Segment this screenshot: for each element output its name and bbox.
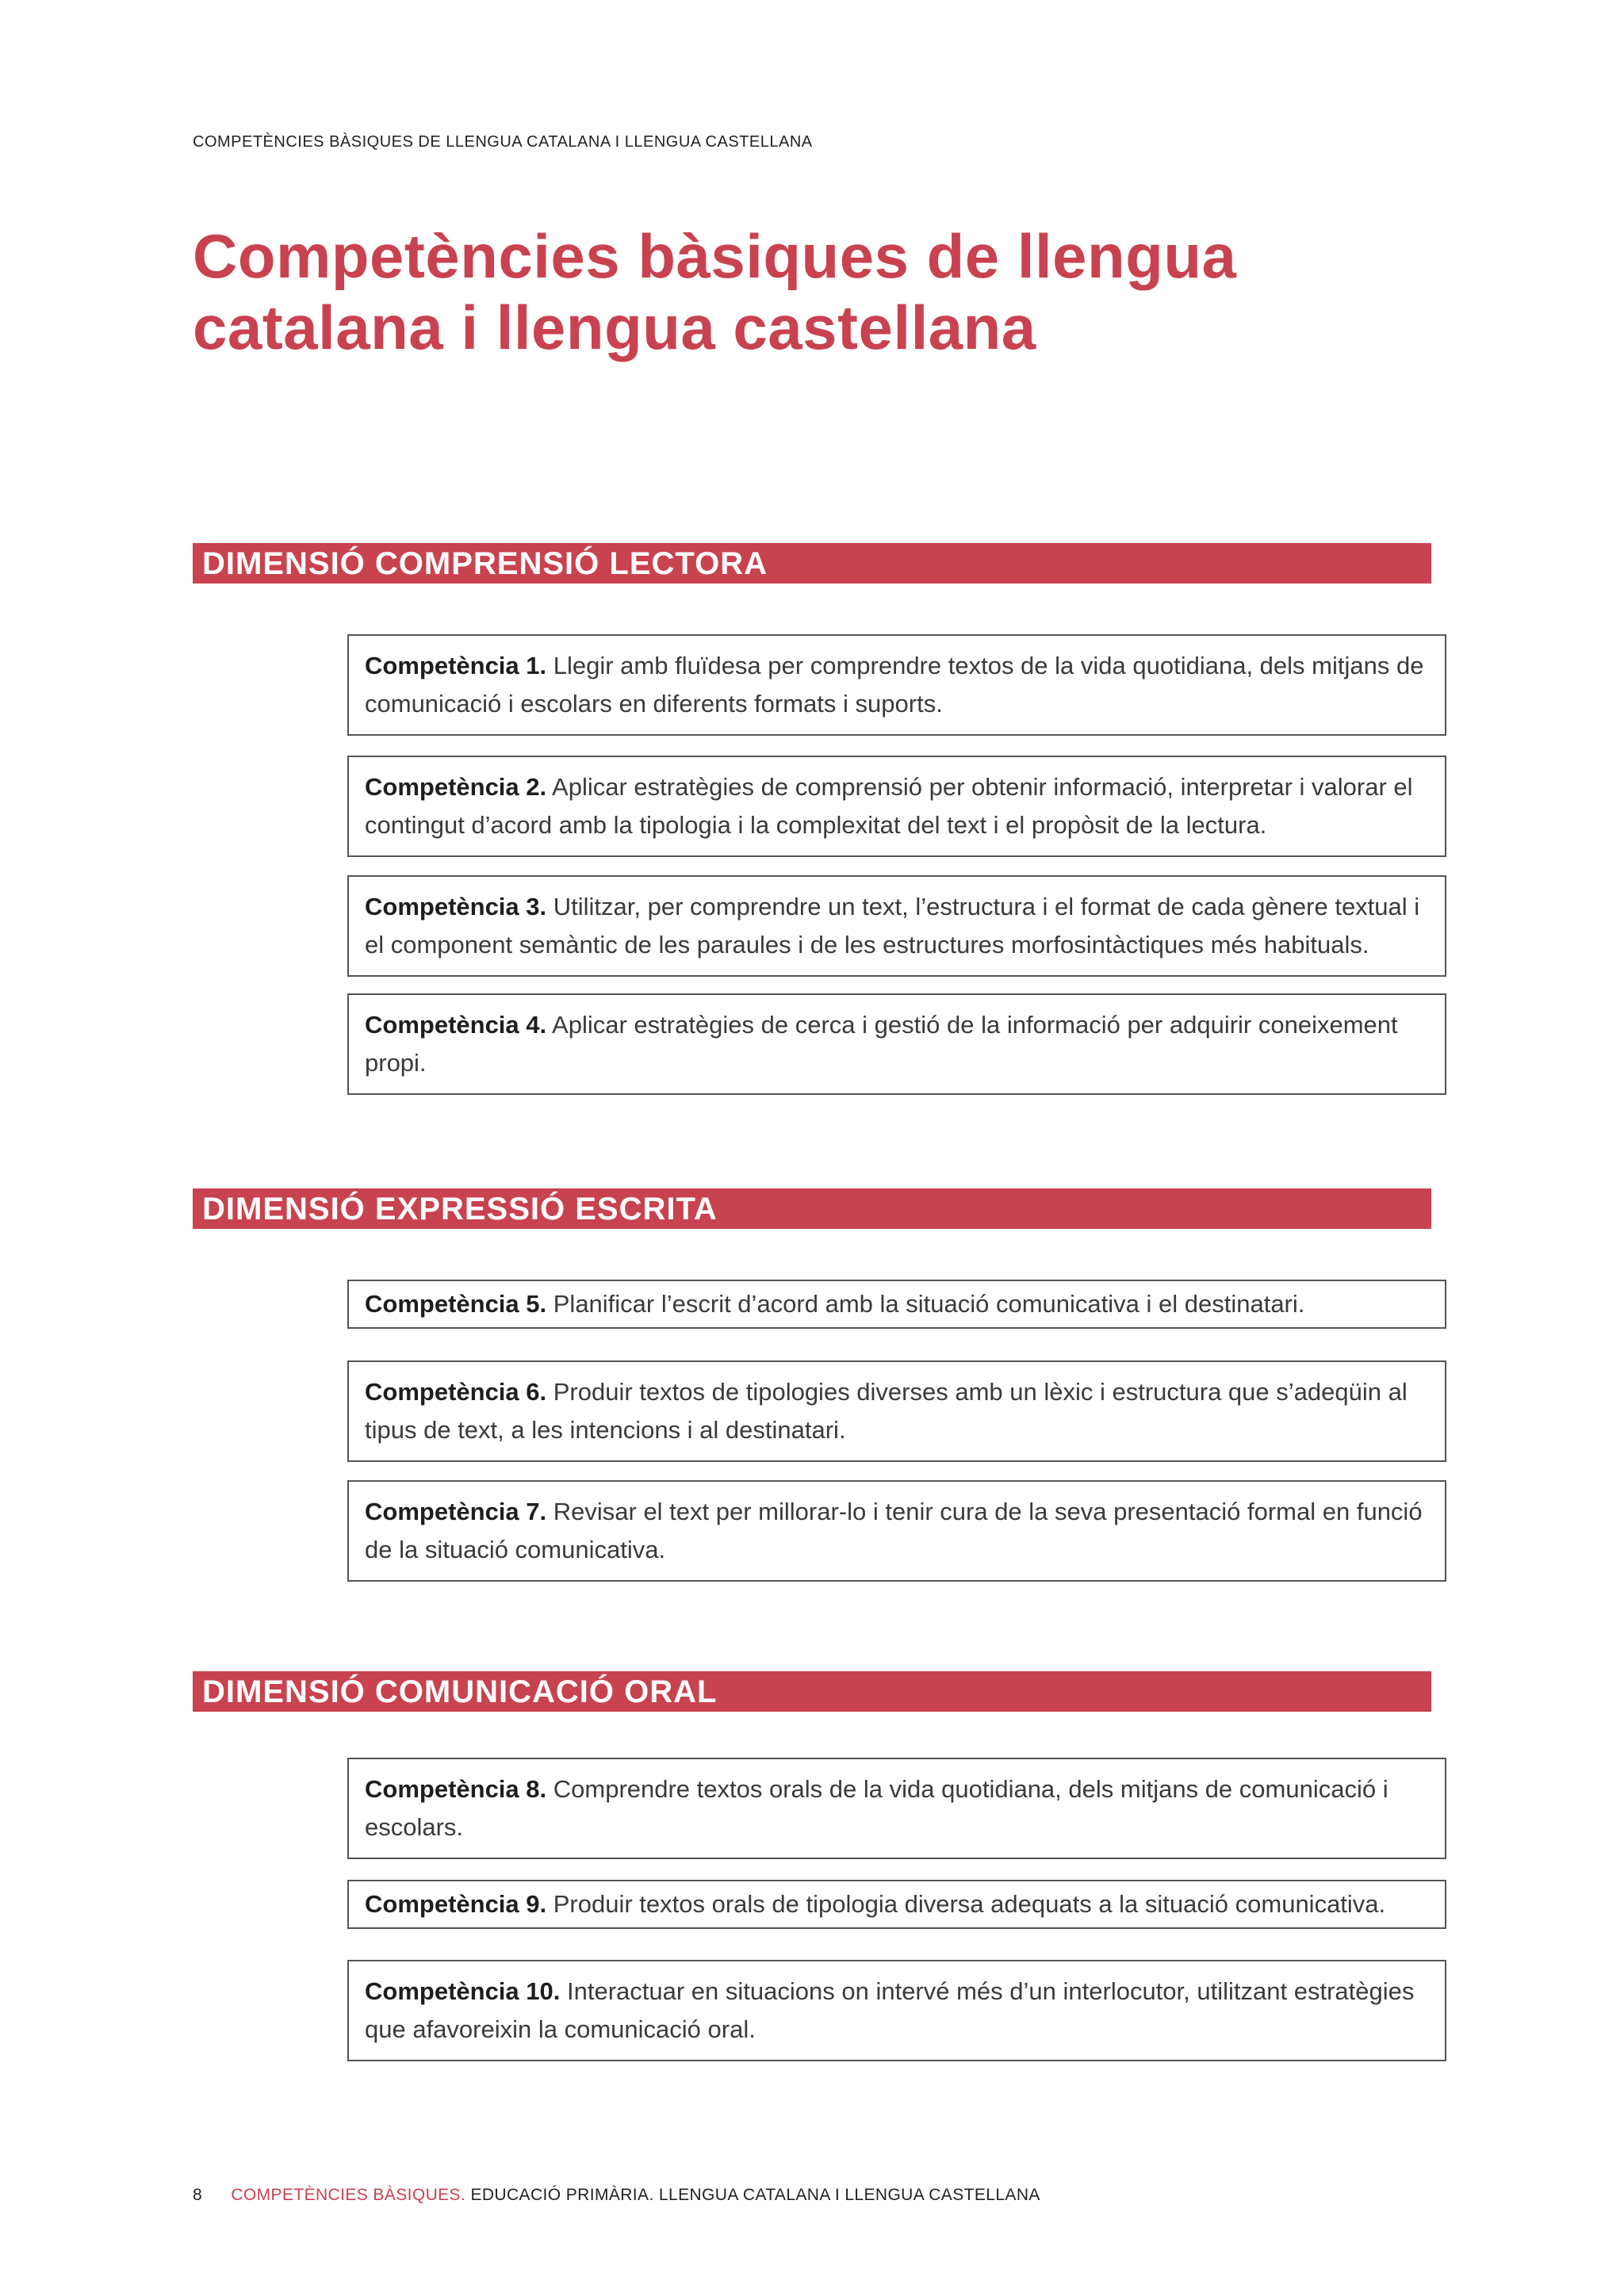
competencia-text: Utilitzar, per comprendre un text, l’estructura i el format de cada gènere textual i el component semàntic de les paraules i de les estructures morfosintàctiques més habituals. bbox=[365, 893, 1420, 959]
competencia-text: Interactuar en situacions on intervé més d’un interlocutor, utilitzant estratègies que afavoreixin la comunicació oral. bbox=[365, 1977, 1415, 2043]
competencia-text: Llegir amb fluïdesa per comprendre textos de la vida quotidiana, dels mitjans de comunicació i escolars en diferents formats i suports. bbox=[365, 652, 1424, 718]
footer-accent-text: COMPETÈNCIES BÀSIQUES. bbox=[231, 2186, 466, 2204]
competencia-box-6 bbox=[347, 1360, 1446, 1462]
section-heading-expressio-escrita bbox=[193, 1188, 1431, 1229]
competencia-label: Competència 3. bbox=[365, 893, 547, 920]
competencia-box-10 bbox=[347, 1960, 1446, 2061]
competencia-label: Competència 10. bbox=[365, 1977, 561, 2005]
page-title-line-2: catalana i llengua castellana bbox=[193, 293, 1036, 362]
page-title bbox=[193, 220, 1236, 363]
competencia-label: Competència 2. bbox=[365, 773, 547, 801]
competencia-box-7 bbox=[347, 1480, 1446, 1582]
footer-text: EDUCACIÓ PRIMÀRIA. LLENGUA CATALANA I LLENGUA CASTELLANA bbox=[470, 2186, 1040, 2204]
competencia-text: Produir textos de tipologies diverses amb un lèxic i estructura que s’adeqüin al tipus de text, a les intencions i al destinatari. bbox=[365, 1378, 1408, 1444]
section-heading-comunicacio-oral bbox=[193, 1671, 1431, 1712]
competencia-label: Competència 4. bbox=[365, 1011, 547, 1039]
page-footer bbox=[193, 2186, 1040, 2205]
competencia-text: Aplicar estratègies de cerca i gestió de la informació per adquirir coneixement propi. bbox=[365, 1011, 1398, 1077]
section-heading-label: DIMENSIÓ EXPRESSIÓ ESCRITA bbox=[202, 1192, 718, 1226]
competencia-label: Competència 7. bbox=[365, 1498, 547, 1525]
competencia-box-3 bbox=[347, 875, 1446, 977]
page-title-line-1: Competències bàsiques de llengua bbox=[193, 221, 1237, 291]
page-number: 8 bbox=[193, 2186, 203, 2204]
competencia-label: Competència 8. bbox=[365, 1775, 547, 1803]
competencia-label: Competència 5. bbox=[365, 1290, 547, 1318]
competencia-box-8 bbox=[347, 1758, 1446, 1859]
competencia-text: Produir textos orals de tipologia diversa adequats a la situació comunicativa. bbox=[553, 1890, 1386, 1918]
competencia-label: Competència 9. bbox=[365, 1890, 547, 1918]
section-heading-comprensio-lectora bbox=[193, 543, 1431, 584]
competencia-text: Comprendre textos orals de la vida quotidiana, dels mitjans de comunicació i escolars. bbox=[365, 1775, 1388, 1841]
competencia-box-5 bbox=[347, 1280, 1446, 1329]
competencia-box-1 bbox=[347, 634, 1446, 736]
competencia-text: Aplicar estratègies de comprensió per obtenir informació, interpretar i valorar el contingut d’acord amb la tipologia i la complexitat del text i el propòsit de la lectura. bbox=[365, 773, 1413, 839]
section-heading-label: DIMENSIÓ COMPRENSIÓ LECTORA bbox=[202, 546, 768, 581]
competencia-text: Planificar l’escrit d’acord amb la situació comunicativa i el destinatari. bbox=[553, 1290, 1305, 1318]
competencia-box-2 bbox=[347, 756, 1446, 857]
section-heading-label: DIMENSIÓ COMUNICACIÓ ORAL bbox=[202, 1674, 718, 1709]
competencia-box-4 bbox=[347, 993, 1446, 1095]
competencia-label: Competència 1. bbox=[365, 652, 547, 679]
competencia-label: Competència 6. bbox=[365, 1378, 547, 1406]
competencia-box-9 bbox=[347, 1880, 1446, 1929]
competencia-text: Revisar el text per millorar-lo i tenir cura de la seva presentació formal en funció de la situació comunicativa. bbox=[365, 1498, 1423, 1563]
running-header: COMPETÈNCIES BÀSIQUES DE LLENGUA CATALANA I LLENGUA CASTELLANA bbox=[193, 133, 813, 151]
